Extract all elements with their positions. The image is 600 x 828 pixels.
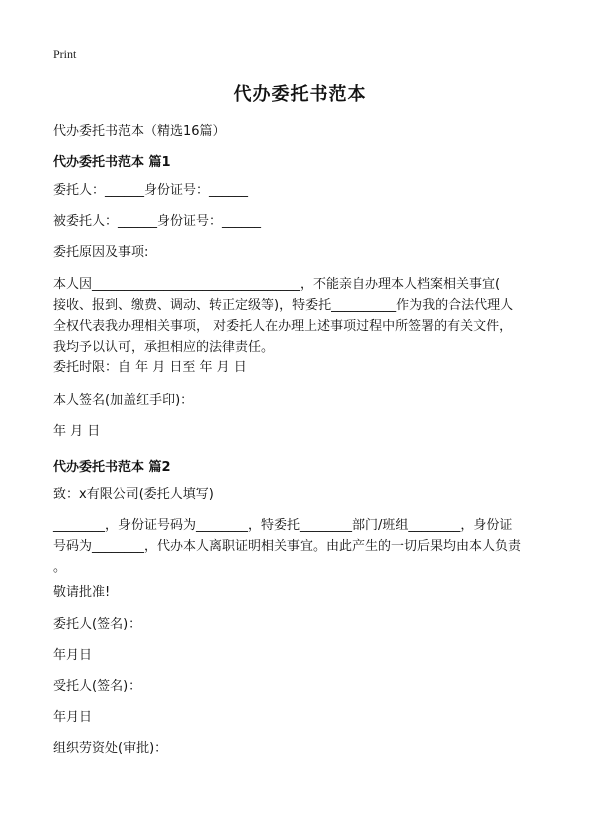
section-heading-1: 代办委托书范本 篇1: [53, 155, 171, 170]
paragraph-line: 全权代表我办理相关事项， 对委托人在办理上述事项过程中所签署的有关文件，: [53, 319, 513, 334]
section1-paragraph: [53, 274, 553, 358]
section2-paragraph: [53, 515, 553, 578]
agent-line: 被委托人：______身份证号：______: [53, 214, 262, 229]
date-line: 年 月 日: [53, 424, 101, 439]
signature-line: 本人签名(加盖红手印)：: [53, 393, 194, 408]
print-link[interactable]: Print: [53, 47, 77, 61]
agent-signature: 受托人(签名)：: [53, 679, 142, 694]
document-subtitle: 代办委托书范本（精选16篇）: [53, 124, 226, 139]
paragraph-line: 号码为________，代办本人离职证明相关事宜。由此产生的一切后果均由本人负责: [53, 539, 522, 554]
principal-signature: 委托人(签名)：: [53, 617, 142, 632]
paragraph-line: 接收、报到、缴费、调动、转正定级等)，特委托__________作为我的合法代理人: [53, 298, 514, 313]
to-line: 致：x有限公司(委托人填写): [53, 487, 214, 502]
period-line: 委托时限：自 年 月 日至 年 月 日: [53, 360, 247, 375]
request-line: 敬请批准!: [53, 585, 111, 600]
section-heading-2: 代办委托书范本 篇2: [53, 460, 171, 475]
paragraph-line: ________，身份证号码为________，特委托________部门/班组________，身份证: [53, 518, 513, 533]
date-line-2: 年月日: [53, 710, 93, 725]
principal-line: 委托人：______身份证号：______: [53, 183, 249, 198]
paragraph-line: 。: [53, 560, 67, 575]
reason-label: 委托原因及事项:: [53, 245, 149, 260]
document-title: 代办委托书范本: [233, 84, 367, 105]
paragraph-line: 我均予以认可，承担相应的法律责任。: [53, 340, 275, 355]
approval-line: 组织劳资处(审批)：: [53, 741, 168, 756]
paragraph-line: 本人因________________________________，不能亲自办理本人档案相关事宜(: [53, 277, 501, 292]
date-line-1: 年月日: [53, 648, 93, 663]
